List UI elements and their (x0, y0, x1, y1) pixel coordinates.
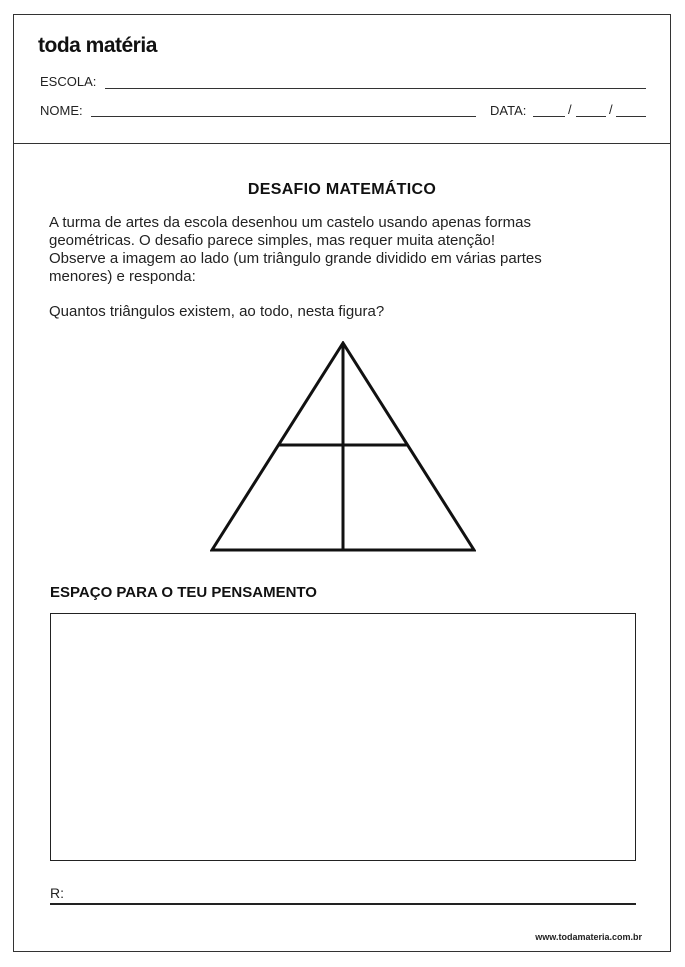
triangle-figure (210, 341, 476, 553)
school-label: ESCOLA: (40, 74, 97, 89)
school-field[interactable] (105, 88, 646, 89)
date-year-field[interactable] (616, 116, 646, 117)
answer-label: R: (50, 885, 64, 901)
date-month-field[interactable] (576, 116, 606, 117)
header-divider (14, 143, 670, 144)
date-separator: / (609, 102, 613, 117)
worksheet-page (13, 14, 671, 952)
intro-line-1: A turma de artes da escola desenhou um castelo usando apenas formas (49, 214, 531, 231)
name-label: NOME: (40, 103, 83, 118)
intro-line-2: geométricas. O desafio parece simples, mas requer muita atenção! (49, 232, 496, 249)
page-title: DESAFIO MATEMÁTICO (247, 181, 437, 198)
brand-logo: toda matéria (38, 34, 157, 57)
thinking-section-title: ESPAÇO PARA O TEU PENSAMENTO (50, 584, 317, 601)
date-day-field[interactable] (533, 116, 565, 117)
thinking-area[interactable] (50, 613, 636, 861)
question-text: Quantos triângulos existem, ao todo, nesta figura? (49, 303, 385, 320)
intro-line-4: menores) e responda: (49, 268, 196, 285)
date-label: DATA: (490, 103, 527, 118)
footer-website: www.todamateria.com.br (535, 932, 642, 942)
answer-field[interactable] (50, 903, 636, 905)
intro-line-3: Observe a imagem ao lado (um triângulo grande dividido em várias partes (49, 250, 542, 267)
date-separator: / (568, 102, 572, 117)
name-field[interactable] (91, 116, 476, 117)
